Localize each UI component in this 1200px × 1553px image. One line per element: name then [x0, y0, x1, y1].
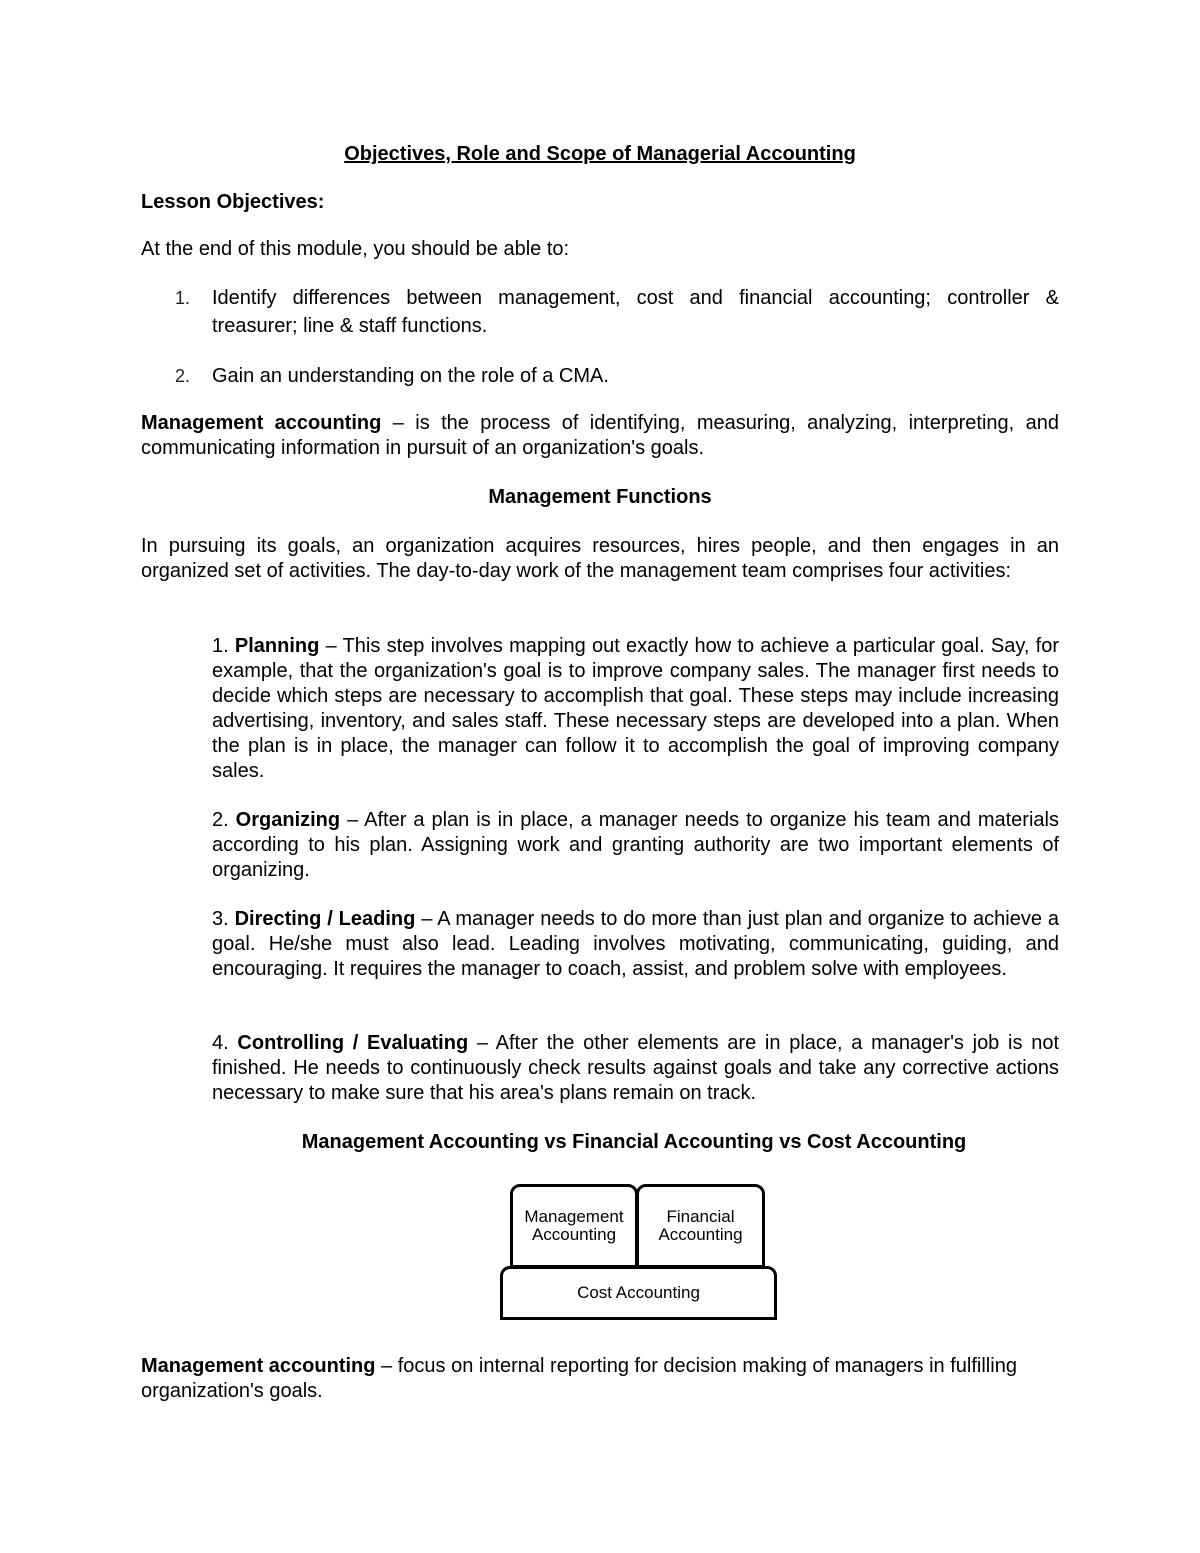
function-number: 2.: [212, 809, 236, 831]
objective-text-line1: Identify differences between management, cost and financial accounting; controller &: [212, 287, 1059, 309]
objective-text-line1: Gain an understanding on the role of a CMA.: [212, 365, 609, 387]
closing-term: Management accounting: [141, 1355, 376, 1377]
function-term: Controlling / Evaluating: [237, 1032, 469, 1054]
objective-text-line2: treasurer; line & staff functions.: [212, 315, 488, 337]
page-title: Objectives, Role and Scope of Managerial Accounting: [344, 143, 856, 165]
functions-intro: In pursuing its goals, an organization acquires resources, hires people, and then engages in an organized set of activities. The day-to-day work of the management team comprises four activities:: [141, 535, 1059, 582]
comparison-heading: Management Accounting vs Financial Accounting vs Cost Accounting: [301, 1131, 967, 1153]
definition-term: Management accounting: [141, 412, 382, 434]
management-accounting-label: Management Accounting: [524, 1207, 624, 1244]
cost-accounting-label: Cost Accounting: [577, 1283, 700, 1302]
lesson-objectives-heading: Lesson Objectives:: [141, 191, 325, 213]
management-accounting-box: [510, 1184, 638, 1268]
accounting-diagram: [498, 1180, 782, 1325]
closing-paragraph: [141, 1354, 1021, 1404]
definition-paragraph: [141, 411, 1059, 461]
intro-text: At the end of this module, you should be able to:: [141, 238, 570, 260]
function-text: – After a plan is in place, a manager needs to organize his team and materials according to his plan. Assigning work and granting authority are two important elements of organizing.: [212, 809, 1059, 881]
function-planning: [212, 634, 1059, 784]
function-text: – A manager needs to do more than just plan and organize to achieve a goal. He/she must also lead. Leading involves motivating, communicating, guiding, and encouraging. It requires the manager to coach, assist, and problem solve with employees.: [212, 908, 1059, 980]
function-number: 4.: [212, 1032, 238, 1054]
cost-accounting-box: [500, 1266, 777, 1320]
function-number: 1.: [212, 635, 235, 657]
financial-accounting-label: Financial Accounting: [658, 1207, 743, 1244]
function-text: – After the other elements are in place, a manager's job is not finished. He needs to continuously check results against goals and take any corrective actions necessary to make sure that his area's plans remain on track.: [212, 1032, 1059, 1104]
function-term: Organizing: [235, 809, 341, 831]
function-term: Directing / Leading: [234, 908, 416, 930]
function-directing: [212, 907, 1059, 982]
objective-number: 1.: [175, 288, 191, 308]
function-organizing: [212, 808, 1059, 883]
objective-number: 2.: [175, 366, 191, 386]
financial-accounting-box: [636, 1184, 765, 1268]
definition-text: – is the process of identifying, measuring, analyzing, interpreting, and communicating information in pursuit of an organization's goals.: [141, 412, 1059, 459]
functions-heading: Management Functions: [488, 486, 712, 508]
function-controlling: [212, 1031, 1059, 1106]
function-number: 3.: [212, 908, 235, 930]
function-term: Planning: [234, 635, 320, 657]
function-text: – This step involves mapping out exactly how to achieve a particular goal. Say, for example, that the organization's goal is to improve company sales. The manager first needs to decide which steps are necessary to accomplish that goal. These steps may include increasing advertising, inventory, and sales staff. These necessary steps are developed into a plan. When the plan is in place, the manager can follow it to accomplish the goal of improving company sales.: [212, 635, 1059, 782]
closing-text: – focus on internal reporting for decision making of managers in fulfilling organization's goals.: [141, 1355, 1017, 1402]
